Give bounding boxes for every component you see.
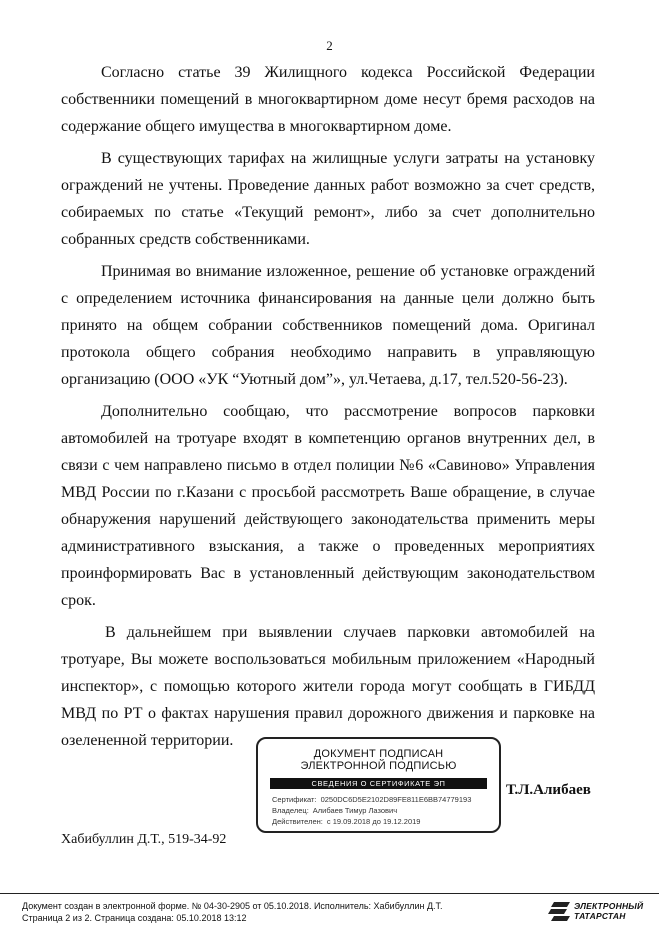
signer-name: Т.Л.Алибаев: [506, 782, 591, 798]
paragraph-tariffs: В существующих тарифах на жилищные услуги затраты на установку ограждений не учтены. Проведение данных работ возможно за счет средств, собираемых по статье «Текущий ремонт», либо за счет дополнительно собранных средств собственниками.: [61, 150, 595, 248]
stamp-certificate-value: 0250DC6D5E2102D89FE811E6BB74779193: [320, 795, 472, 804]
footer-divider: [0, 893, 659, 894]
stamp-certificate-band: СВЕДЕНИЯ О СЕРТИФИКАТЕ ЭП: [270, 778, 487, 789]
footer-document-info: Документ создан в электронной форме. № 04-30-2905 от 05.10.2018. Исполнитель: Хабибуллин Д.Т.: [22, 901, 443, 911]
logo-text: [574, 901, 643, 921]
paragraph-owners-meeting: Принимая во внимание изложенное, решение об установке ограждений с определением источника финансирования на данные цели должно быть принято на общем собрании собственников помещений дома. Оригинал протокола общего собрания необходимо направить в управляющую организацию (ООО «УК “Уютный дом”», ул.Четаева, д.17, тел.520-56-23).: [61, 263, 595, 388]
paragraph-housing-code: Согласно статье 39 Жилищного кодекса Российской Федерации собственники помещений в многоквартирном доме несут бремя расходов на содержание общего имущества в многоквартирном доме.: [61, 64, 595, 135]
stamp-owner-row: [272, 805, 499, 816]
letter-body: [61, 59, 595, 759]
stamp-validity-label: Действителен:: [272, 817, 323, 826]
electronic-signature-stamp: [256, 737, 501, 833]
footer-page-info: Страница 2 из 2. Страница создана: 05.10.2018 13:12: [22, 913, 247, 923]
stamp-title-line2: ЭЛЕКТРОННОЙ ПОДПИСЬЮ: [300, 760, 457, 772]
stamp-owner-label: Владелец:: [272, 806, 309, 815]
stamp-title-line1: ДОКУМЕНТ ПОДПИСАН: [313, 748, 444, 760]
logo-text-line1: ЭЛЕКТРОННЫЙ: [574, 901, 644, 911]
stamp-certificate-row: [272, 794, 499, 805]
stamp-validity-value: с 19.09.2018 до 19.12.2019: [326, 817, 421, 826]
paragraph-mobile-app: В дальнейшем при выявлении случаев парковки автомобилей на тротуаре, Вы можете воспользоваться мобильным приложением «Народный инспектор», с помощью которого жители города могут сообщать в ГИБДД МВД по РТ о фактах нарушения правил дорожного движения и парковке на озелененной территории.: [61, 624, 595, 749]
stamp-validity-row: [272, 816, 499, 827]
stamp-owner-value: Алибаев Тимур Лазович: [312, 806, 398, 815]
logo-text-line2: ТАТАРСТАН: [574, 911, 626, 921]
stamp-details: [272, 794, 499, 827]
stamp-certificate-label: Сертификат:: [272, 795, 317, 804]
stamp-title: [258, 748, 499, 772]
paragraph-police-referral: Дополнительно сообщаю, что рассмотрение вопросов парковки автомобилей на тротуаре входят в компетенцию органов внутренних дел, в связи с чем направлено письмо в отдел полиции №6 «Савиново» Управления МВД России по г.Казани с просьбой рассмотреть Ваше обращение, в случае обнаружения нарушений действующего законодательства применить меры административного взыскания, а также о проведенных мероприятиях проинформировать Вас в установленный действующим законодательством срок.: [61, 403, 595, 609]
electronic-tatarstan-logo: [548, 900, 643, 924]
executor-contact: Хабибуллин Д.Т., 519-34-92: [61, 832, 227, 847]
logo-mark-icon: [548, 902, 570, 922]
page-number: 2: [326, 38, 333, 53]
footer-info: [22, 900, 443, 924]
